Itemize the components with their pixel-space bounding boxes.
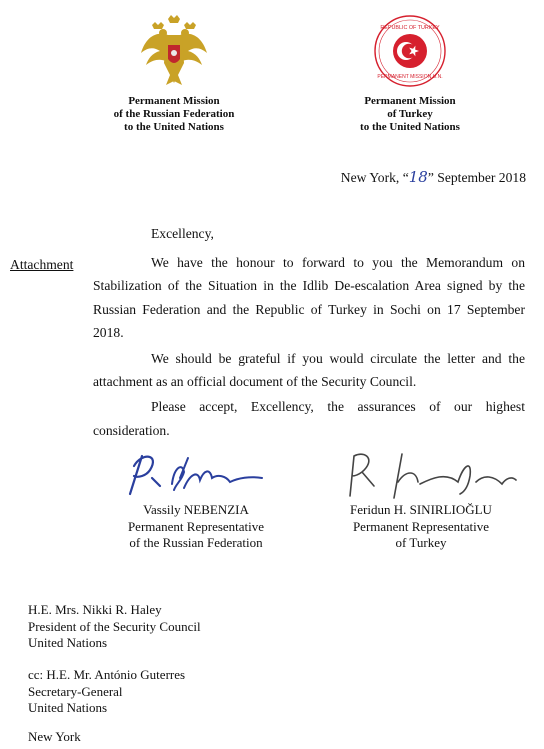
date-day-handwritten: 18	[408, 168, 428, 186]
header-left-line-2: of the Russian Federation	[113, 108, 235, 120]
signatory-left	[96, 502, 296, 552]
header-left-line-1: Permanent Mission	[128, 95, 220, 107]
signatory-left-of: of the Russian Federation	[129, 535, 263, 550]
cc-line-2: Secretary-General	[28, 683, 123, 699]
signature-nebenzia-icon	[120, 448, 280, 500]
attachment-label: Attachment	[10, 257, 74, 272]
signatory-left-title: Permanent Representative	[127, 518, 265, 534]
header-right-line-3: to the United Nations	[360, 121, 460, 133]
header-russian-mission	[82, 95, 266, 134]
signatory-right-title: Permanent Representative	[352, 518, 490, 534]
header-right-line-1: Permanent Mission	[364, 95, 456, 107]
paragraph-3: Please accept, Excellency, the assurances of our highest consideration.	[93, 399, 525, 438]
salutation: Excellency,	[151, 226, 214, 241]
cc-block	[28, 667, 185, 717]
turkish-mission-seal-icon	[369, 14, 451, 88]
header-turkey-mission	[320, 95, 500, 134]
addressee-line-3: United Nations	[28, 635, 108, 650]
signatory-right-of: of Turkey	[395, 535, 447, 550]
russian-coat-of-arms-icon	[138, 13, 210, 87]
signatory-right-name: Feridun H. SINIRLIOĞLU	[350, 502, 492, 517]
city: New York	[28, 729, 81, 744]
cc-line-1: cc: H.E. Mr. António Guterres	[28, 667, 186, 682]
addressee-block	[28, 602, 201, 652]
addressee-line-1: H.E. Mrs. Nikki R. Haley	[28, 602, 162, 617]
letter-body	[93, 251, 525, 442]
svg-text:REPUBLIC OF TURKEY: REPUBLIC OF TURKEY	[380, 25, 440, 31]
header-right-line-2: of Turkey	[387, 108, 433, 120]
date-prefix: New York, “	[340, 170, 409, 185]
cc-line-3: United Nations	[28, 700, 108, 715]
svg-text:PERMANENT MISSION U.N.: PERMANENT MISSION U.N.	[377, 74, 443, 80]
date-suffix: ” September 2018	[427, 170, 526, 185]
signature-sinirlioglu-icon	[336, 448, 520, 502]
signatory-left-name: Vassily NEBENZIA	[143, 502, 249, 517]
paragraph-2: We should be grateful if you would circulate the letter and the attachment as an official document of the Security Council.	[93, 350, 525, 390]
signatory-right	[326, 502, 516, 552]
header-left-line-3: to the United Nations	[124, 121, 224, 133]
addressee-line-2: President of the Security Council	[28, 618, 201, 634]
date-line	[300, 168, 526, 186]
paragraph-1: We have the honour to forward to you the Memorandum on Stabilization of the Situation in the Idlib De-escalation Area signed by the Russian Federation and the Republic of Turkey in Sochi on 17 September 2018.	[93, 255, 525, 341]
